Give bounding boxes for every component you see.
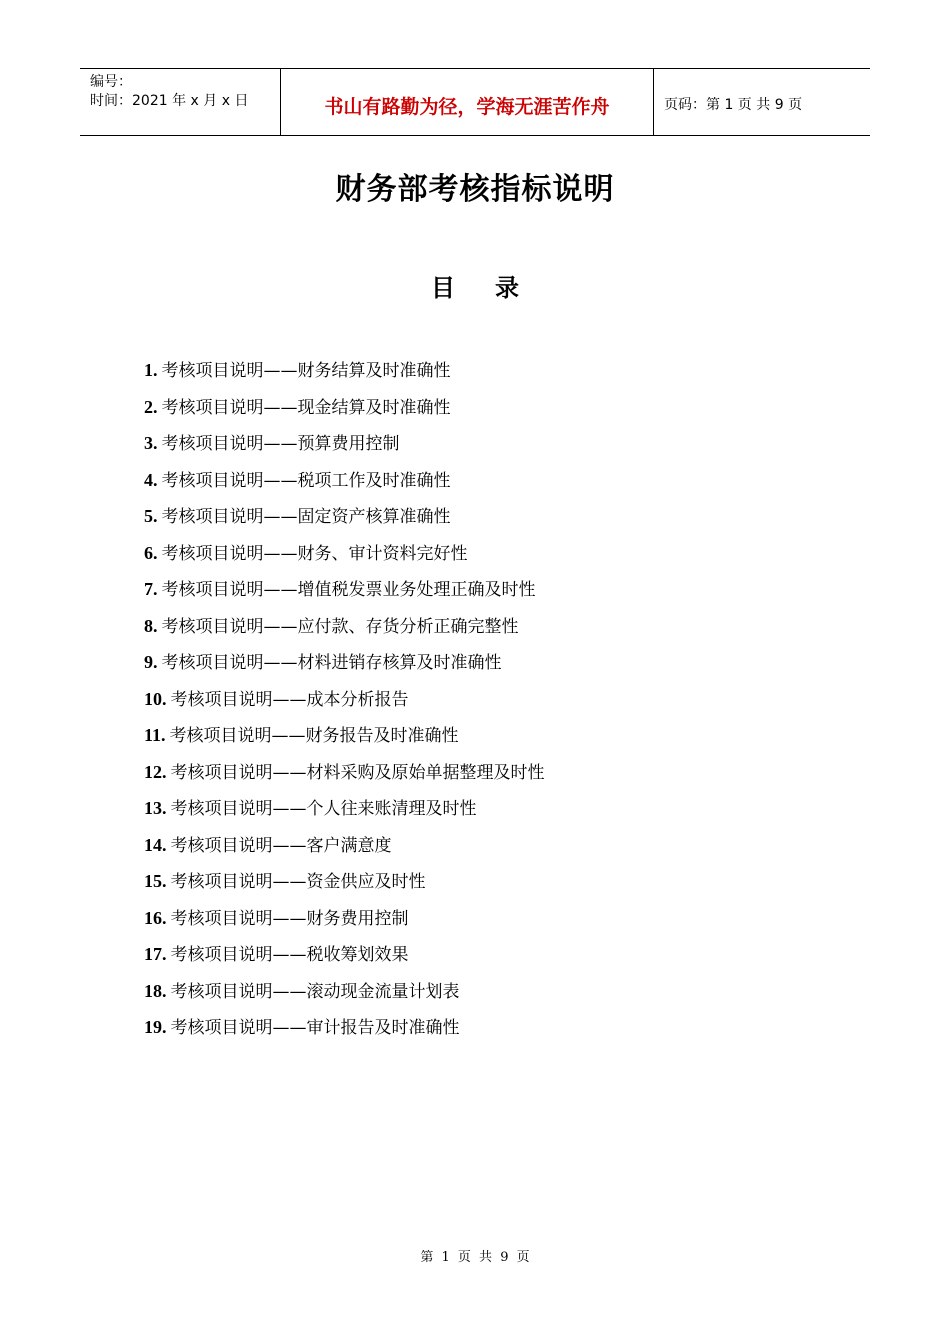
toc-item[interactable]	[144, 978, 545, 1015]
header-time-label: 时间：2021 年 x 月 x 日	[90, 93, 249, 109]
toc-item[interactable]	[144, 795, 545, 832]
header-motto: 书山有路勤为径，学海无涯苦作舟	[281, 69, 654, 135]
toc-item[interactable]	[144, 722, 545, 759]
header-page-info: 页码：第 1 页 共 9 页	[664, 97, 803, 113]
toc-list	[144, 357, 545, 1051]
page-header	[80, 68, 870, 136]
document-title: 财务部考核指标说明	[335, 172, 615, 207]
toc-item-text: 考核项目说明——财务结算及时准确性	[161, 361, 451, 381]
toc-item-text: 考核项目说明——现金结算及时准确性	[161, 397, 451, 418]
toc-item-text: 考核项目说明——滚动现金流量计划表	[170, 981, 460, 1002]
toc-item-number: 2.	[144, 396, 158, 417]
toc-item[interactable]	[144, 868, 545, 905]
toc-item-text: 考核项目说明——个人往来账清理及时性	[170, 799, 477, 819]
toc-item[interactable]	[144, 832, 545, 869]
toc-item-text: 考核项目说明——预算费用控制	[161, 434, 400, 454]
toc-item-text: 考核项目说明——税收筹划效果	[170, 945, 409, 965]
toc-item-text: 考核项目说明——成本分析报告	[170, 689, 409, 710]
toc-item-number: 5.	[144, 506, 158, 526]
toc-item-number: 1.	[144, 360, 158, 380]
header-number-label: 编号：	[90, 74, 132, 90]
page-footer: 第 1 页 共 9 页	[420, 1250, 530, 1265]
toc-item-text: 考核项目说明——财务费用控制	[170, 908, 409, 929]
toc-item-number: 9.	[144, 652, 158, 672]
toc-item-text: 考核项目说明——资金供应及时性	[170, 872, 426, 892]
toc-item-number: 15.	[144, 871, 167, 891]
toc-item-number: 8.	[144, 615, 158, 636]
toc-item[interactable]	[144, 576, 545, 613]
header-meta	[80, 69, 281, 135]
toc-item[interactable]	[144, 1014, 545, 1051]
toc-item[interactable]	[144, 503, 545, 540]
toc-item-number: 18.	[144, 980, 167, 1001]
toc-item-number: 14.	[144, 834, 167, 855]
toc-item-number: 17.	[144, 944, 167, 964]
toc-item[interactable]	[144, 467, 545, 504]
toc-item-text: 考核项目说明——客户满意度	[170, 835, 392, 856]
toc-item[interactable]	[144, 941, 545, 978]
toc-item[interactable]	[144, 686, 545, 723]
toc-item[interactable]	[144, 430, 545, 467]
toc-item-number: 7.	[144, 579, 158, 599]
toc-item-text: 考核项目说明——审计报告及时准确性	[170, 1018, 460, 1038]
toc-heading-char-1: 目	[431, 274, 455, 302]
toc-item-text: 考核项目说明——税项工作及时准确性	[161, 470, 451, 491]
toc-item-number: 10.	[144, 688, 167, 709]
toc-item-text: 考核项目说明——财务报告及时准确性	[169, 726, 459, 746]
toc-item[interactable]	[144, 540, 545, 577]
toc-item-number: 12.	[144, 761, 167, 782]
toc-item-text: 考核项目说明——应付款、存货分析正确完整性	[161, 616, 519, 637]
toc-item-text: 考核项目说明——财务、审计资料完好性	[161, 543, 468, 564]
toc-item-number: 19.	[144, 1017, 167, 1037]
toc-item-number: 13.	[144, 798, 167, 818]
toc-item-number: 6.	[144, 542, 158, 563]
toc-item[interactable]	[144, 613, 545, 650]
toc-item-text: 考核项目说明——材料采购及原始单据整理及时性	[170, 762, 545, 783]
toc-item-number: 4.	[144, 469, 158, 490]
toc-item-number: 11.	[144, 725, 166, 745]
toc-item-number: 3.	[144, 433, 158, 453]
toc-item[interactable]	[144, 905, 545, 942]
toc-item-text: 考核项目说明——材料进销存核算及时准确性	[161, 653, 502, 673]
toc-item-text: 考核项目说明——固定资产核算准确性	[161, 507, 451, 527]
toc-heading-char-2: 录	[495, 274, 519, 302]
toc-item[interactable]	[144, 394, 545, 431]
toc-item[interactable]	[144, 649, 545, 686]
toc-item-number: 16.	[144, 907, 167, 928]
toc-heading	[0, 268, 950, 303]
toc-item[interactable]	[144, 357, 545, 394]
toc-item-text: 考核项目说明——增值税发票业务处理正确及时性	[161, 580, 536, 600]
toc-item[interactable]	[144, 759, 545, 796]
